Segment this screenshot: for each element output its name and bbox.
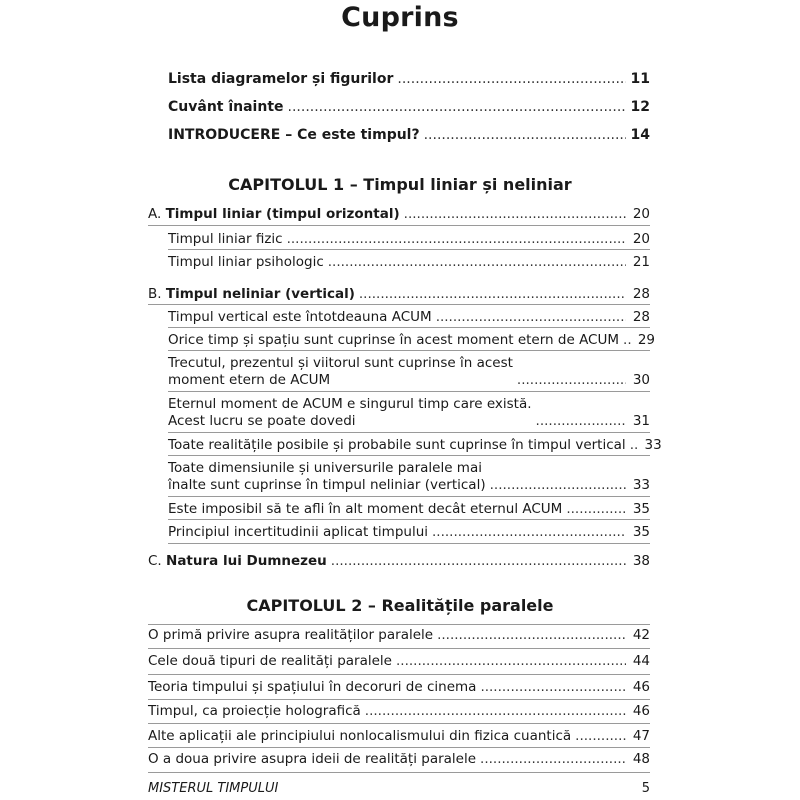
toc-entry[interactable] — [148, 653, 650, 670]
toc-entry-page: 11 — [630, 71, 650, 87]
dot-leader — [404, 206, 626, 223]
toc-entry-text: INTRODUCERE – Ce este timpul? — [168, 127, 420, 143]
dot-leader — [424, 127, 626, 144]
dot-leader — [331, 553, 626, 570]
toc-entry[interactable] — [148, 627, 650, 644]
toc-entry[interactable] — [168, 437, 662, 454]
section-letter: B. — [148, 286, 162, 302]
divider — [168, 543, 650, 544]
divider — [148, 747, 650, 748]
dot-leader — [536, 413, 626, 430]
divider — [168, 455, 650, 456]
toc-entry[interactable] — [168, 501, 650, 518]
toc-entry-page: 21 — [632, 254, 650, 270]
dot-leader — [623, 332, 631, 349]
footer-book-title: MISTERUL TIMPULUI — [148, 781, 279, 796]
toc-entry-text: Timpul vertical este întotdeauna ACUM — [168, 309, 432, 325]
dot-leader — [630, 437, 638, 454]
dot-leader — [287, 231, 626, 248]
dot-leader — [397, 71, 626, 88]
toc-entry-text: Este imposibil să te afli în alt moment decât eternul ACUM — [168, 501, 563, 517]
dot-leader — [480, 679, 626, 696]
toc-entry-text: Teoria timpului și spațiului în decoruri de cinema — [148, 679, 477, 695]
toc-entry-page: 44 — [632, 653, 650, 669]
toc-entry[interactable] — [168, 127, 650, 144]
toc-section-entry[interactable] — [148, 286, 650, 303]
toc-entry-page: 35 — [632, 524, 650, 540]
toc-entry[interactable] — [148, 728, 650, 745]
toc-entry-text-line1: Eternul moment de ACUM e singurul timp care există. — [168, 396, 532, 412]
toc-entry-text: Timpul liniar psihologic — [168, 254, 324, 270]
toc-entry-page: 30 — [632, 372, 650, 388]
toc-entry-page: 46 — [632, 679, 650, 695]
divider — [148, 304, 650, 305]
toc-entry-page: 31 — [632, 413, 650, 429]
toc-entry-page: 38 — [632, 553, 650, 569]
toc-entry-page: 33 — [632, 477, 650, 493]
chapter-heading: CAPITOLUL 1 – Timpul liniar și neliniar — [228, 175, 572, 194]
section-title: Natura lui Dumnezeu — [166, 553, 327, 569]
dot-leader — [490, 477, 626, 494]
toc-entry-page: 35 — [632, 501, 650, 517]
section-title: Timpul neliniar (vertical) — [165, 286, 355, 302]
toc-entry[interactable] — [168, 396, 650, 430]
toc-entry-text: Lista diagramelor și figurilor — [168, 71, 394, 87]
divider — [148, 723, 650, 724]
toc-entry-page: 28 — [632, 309, 650, 325]
toc-entry[interactable] — [168, 460, 650, 494]
toc-entry-text: Cuvânt înainte — [168, 99, 284, 115]
toc-entry-page: 33 — [644, 437, 662, 453]
dot-leader — [436, 309, 626, 326]
toc-entry-page: 28 — [632, 286, 650, 302]
toc-entry-page: 29 — [637, 332, 656, 348]
toc-entry[interactable] — [168, 355, 650, 389]
divider — [148, 699, 650, 700]
dot-leader — [328, 254, 626, 271]
divider — [168, 519, 650, 520]
dot-leader — [575, 728, 626, 745]
section-letter: C. — [148, 553, 162, 569]
page-title: Cuprins — [341, 2, 459, 33]
toc-entry[interactable] — [168, 524, 650, 541]
divider — [168, 432, 650, 433]
toc-entry[interactable] — [168, 332, 656, 349]
divider — [168, 249, 650, 250]
dot-leader — [365, 703, 626, 720]
section-title: Timpul liniar (timpul orizontal) — [165, 206, 400, 222]
dot-leader — [437, 627, 626, 644]
toc-entry-text: Cele două tipuri de realități paralele — [148, 653, 392, 669]
dot-leader — [517, 372, 626, 389]
toc-entry-text: Timpul, ca proiecție holografică — [148, 703, 361, 719]
toc-section-entry[interactable] — [148, 206, 650, 223]
divider — [168, 350, 650, 351]
dot-leader — [396, 653, 626, 670]
toc-entry[interactable] — [168, 309, 650, 326]
divider — [148, 225, 650, 226]
toc-entry-text: O a doua privire asupra ideii de realități paralele — [148, 751, 477, 767]
dot-leader — [359, 286, 626, 303]
toc-entry[interactable] — [148, 679, 650, 696]
toc-entry-page: 47 — [632, 728, 650, 744]
toc-entry[interactable] — [168, 254, 650, 271]
dot-leader — [566, 501, 626, 518]
toc-entry-page: 20 — [632, 206, 650, 222]
toc-entry-text: Alte aplicații ale principiului nonlocalismului din fizica cuantică — [148, 728, 572, 744]
footer-page-number: 5 — [641, 781, 650, 796]
toc-entry-page: 20 — [632, 231, 650, 247]
divider — [148, 674, 650, 675]
toc-entry-page: 42 — [632, 627, 650, 643]
toc-entry-page: 48 — [632, 751, 650, 767]
toc-entry-text-line1: Toate dimensiunile și universurile paralele mai — [168, 460, 482, 476]
toc-entry-text-line2: moment etern de ACUM — [168, 372, 331, 388]
toc-entry[interactable] — [148, 703, 650, 720]
toc-entry[interactable] — [168, 71, 650, 88]
divider — [168, 496, 650, 497]
toc-entry[interactable] — [168, 231, 650, 248]
toc-entry-text-line1: Trecutul, prezentul și viitorul sunt cuprinse în acest — [168, 355, 513, 371]
toc-entry-text: Toate realitățile posibile și probabile sunt cuprinse în timpul vertical — [168, 437, 626, 453]
toc-entry[interactable] — [168, 99, 650, 116]
toc-entry-text-line2: înalte sunt cuprinse în timpul neliniar (vertical) — [168, 477, 486, 493]
dot-leader — [480, 751, 626, 768]
divider — [168, 327, 650, 328]
toc-entry-text: Timpul liniar fizic — [168, 231, 283, 247]
chapter-heading: CAPITOLUL 2 – Realitățile paralele — [246, 596, 554, 615]
toc-entry-page: 46 — [632, 703, 650, 719]
toc-section-entry[interactable] — [148, 553, 650, 570]
toc-entry-text-line2: Acest lucru se poate dovedi — [168, 413, 356, 429]
divider — [148, 624, 650, 625]
dot-leader — [288, 99, 626, 116]
toc-entry[interactable] — [148, 751, 650, 768]
dot-leader — [432, 524, 626, 541]
toc-entry-page: 12 — [630, 99, 650, 115]
divider — [168, 391, 650, 392]
toc-entry-page: 14 — [630, 127, 650, 143]
toc-entry-text: Orice timp și spațiu sunt cuprinse în acest moment etern de ACUM — [168, 332, 620, 348]
toc-entry-text: Principiul incertitudinii aplicat timpului — [168, 524, 429, 540]
divider — [148, 648, 650, 649]
divider — [148, 772, 650, 773]
section-letter: A. — [148, 206, 162, 222]
toc-entry-text: O primă privire asupra realităților paralele — [148, 627, 434, 643]
